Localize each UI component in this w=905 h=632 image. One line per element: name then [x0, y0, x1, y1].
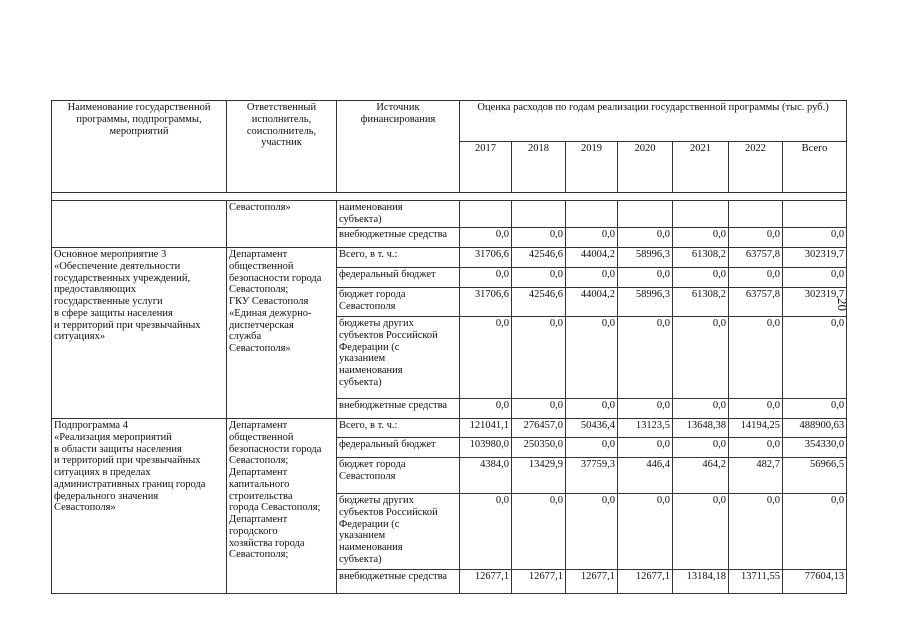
value-cell: 0,0 [729, 399, 783, 419]
table-row [52, 201, 847, 228]
value-cell: 44004,2 [566, 248, 618, 268]
value-cell: 50436,4 [566, 419, 618, 438]
value-cell: 13123,5 [618, 419, 673, 438]
value-cell: 0,0 [566, 494, 618, 570]
value-cell: 37759,3 [566, 458, 618, 494]
value-cell: 61308,2 [673, 288, 729, 317]
value-cell: 0,0 [673, 317, 729, 399]
value-cell: 482,7 [729, 458, 783, 494]
value-cell: 12677,1 [566, 570, 618, 594]
header-source: Источник финансирования [337, 101, 460, 193]
source-cell: бюджет города Севастополя [337, 288, 460, 317]
year-2021: 2021 [673, 142, 729, 193]
value-cell: 0,0 [512, 399, 566, 419]
source-cell: бюджет города Севастополя [337, 458, 460, 494]
executor-cell: Севастополя» [227, 201, 337, 248]
program-name-cell: Подпрограмма 4 «Реализация мероприятий в области защиты населения и территорий при чрезвычайных ситуациях в пределах административных границ города федерального значения Севастополя» [52, 419, 227, 594]
year-2018: 2018 [512, 142, 566, 193]
value-cell: 0,0 [783, 399, 847, 419]
value-cell: 0,0 [460, 494, 512, 570]
value-cell: 488900,63 [783, 419, 847, 438]
value-cell: 0,0 [673, 268, 729, 288]
value-cell: 14194,25 [729, 419, 783, 438]
value-cell: 0,0 [460, 317, 512, 399]
program-name-cell [52, 201, 227, 248]
gap-row [52, 193, 847, 201]
value-cell: 42546,6 [512, 248, 566, 268]
value-cell [460, 201, 512, 228]
value-cell: 0,0 [460, 399, 512, 419]
value-cell: 13648,38 [673, 419, 729, 438]
source-cell: внебюджетные средства [337, 228, 460, 248]
value-cell: 464,2 [673, 458, 729, 494]
value-cell: 63757,8 [729, 288, 783, 317]
value-cell: 0,0 [566, 399, 618, 419]
value-cell: 58996,3 [618, 288, 673, 317]
table-row [52, 419, 847, 438]
header-expenses: Оценка расходов по годам реализации государственной программы (тыс. руб.) [460, 101, 847, 142]
source-cell: внебюджетные средства [337, 399, 460, 419]
value-cell: 121041,1 [460, 419, 512, 438]
value-cell: 0,0 [618, 494, 673, 570]
value-cell: 0,0 [618, 317, 673, 399]
value-cell [783, 201, 847, 228]
page-number: 20 [835, 298, 850, 311]
value-cell: 0,0 [512, 494, 566, 570]
value-cell: 13711,55 [729, 570, 783, 594]
value-cell: 276457,0 [512, 419, 566, 438]
value-cell: 0,0 [618, 228, 673, 248]
source-cell: бюджеты других субъектов Российской Федерации (с указанием наименования субъекта) [337, 317, 460, 399]
executor-cell: Департамент общественной безопасности города Севастополя; Департамент капитального строительства города Севастополя; Департамент городского хозяйства города Севастополя; [227, 419, 337, 594]
value-cell: 0,0 [618, 438, 673, 458]
value-cell: 12677,1 [512, 570, 566, 594]
value-cell: 0,0 [673, 228, 729, 248]
value-cell: 0,0 [729, 438, 783, 458]
value-cell: 0,0 [566, 438, 618, 458]
value-cell [512, 201, 566, 228]
value-cell: 0,0 [729, 494, 783, 570]
value-cell: 0,0 [729, 268, 783, 288]
source-cell: бюджеты других субъектов Российской Федерации (с указанием наименования субъекта) [337, 494, 460, 570]
value-cell [673, 201, 729, 228]
value-cell: 0,0 [460, 268, 512, 288]
value-cell: 42546,6 [512, 288, 566, 317]
value-cell: 12677,1 [618, 570, 673, 594]
value-cell: 0,0 [673, 399, 729, 419]
value-cell: 4384,0 [460, 458, 512, 494]
value-cell: 0,0 [729, 228, 783, 248]
value-cell: 0,0 [512, 268, 566, 288]
value-cell: 61308,2 [673, 248, 729, 268]
source-cell: внебюджетные средства [337, 570, 460, 594]
year-total: Всего [783, 142, 847, 193]
value-cell: 63757,8 [729, 248, 783, 268]
value-cell: 0,0 [512, 317, 566, 399]
value-cell: 0,0 [673, 494, 729, 570]
value-cell: 12677,1 [460, 570, 512, 594]
value-cell: 13429,9 [512, 458, 566, 494]
value-cell: 250350,0 [512, 438, 566, 458]
value-cell: 0,0 [460, 228, 512, 248]
value-cell: 0,0 [512, 228, 566, 248]
value-cell: 31706,6 [460, 248, 512, 268]
source-cell: Всего, в т. ч.: [337, 419, 460, 438]
value-cell: 58996,3 [618, 248, 673, 268]
budget-table [51, 100, 847, 594]
value-cell: 13184,18 [673, 570, 729, 594]
value-cell: 56966,5 [783, 458, 847, 494]
value-cell: 0,0 [566, 317, 618, 399]
value-cell: 44004,2 [566, 288, 618, 317]
value-cell: 0,0 [729, 317, 783, 399]
source-cell: Всего, в т. ч.: [337, 248, 460, 268]
header-name: Наименование государственной программы, подпрограммы, мероприятий [52, 101, 227, 193]
value-cell: 31706,6 [460, 288, 512, 317]
value-cell: 0,0 [673, 438, 729, 458]
source-cell: федеральный бюджет [337, 438, 460, 458]
source-cell: федеральный бюджет [337, 268, 460, 288]
value-cell: 354330,0 [783, 438, 847, 458]
header-row [52, 101, 847, 142]
value-cell [566, 201, 618, 228]
value-cell: 0,0 [618, 268, 673, 288]
value-cell: 0,0 [783, 317, 847, 399]
value-cell: 0,0 [618, 399, 673, 419]
value-cell: 0,0 [566, 268, 618, 288]
source-cell: наименования субъекта) [337, 201, 460, 228]
value-cell: 302319,7 [783, 248, 847, 268]
value-cell: 0,0 [783, 494, 847, 570]
value-cell: 446,4 [618, 458, 673, 494]
value-cell [729, 201, 783, 228]
page-break-gap [52, 193, 847, 201]
table-row [52, 248, 847, 268]
year-2020: 2020 [618, 142, 673, 193]
value-cell: 77604,13 [783, 570, 847, 594]
header-executor: Ответственный исполнитель, соисполнитель, участник [227, 101, 337, 193]
year-2022: 2022 [729, 142, 783, 193]
value-cell: 103980,0 [460, 438, 512, 458]
value-cell: 302319,7 [783, 288, 847, 317]
value-cell [618, 201, 673, 228]
value-cell: 0,0 [783, 228, 847, 248]
year-2019: 2019 [566, 142, 618, 193]
value-cell: 0,0 [566, 228, 618, 248]
year-2017: 2017 [460, 142, 512, 193]
program-name-cell: Основное мероприятие 3 «Обеспечение деятельности государственных учреждений, предоставляющих государственные услуги в сфере защиты населения и территорий при чрезвычайных ситуациях» [52, 248, 227, 419]
executor-cell: Департамент общественной безопасности города Севастополя; ГКУ Севастополя «Единая дежурно- диспетчерская служба Севастополя» [227, 248, 337, 419]
value-cell: 0,0 [783, 268, 847, 288]
